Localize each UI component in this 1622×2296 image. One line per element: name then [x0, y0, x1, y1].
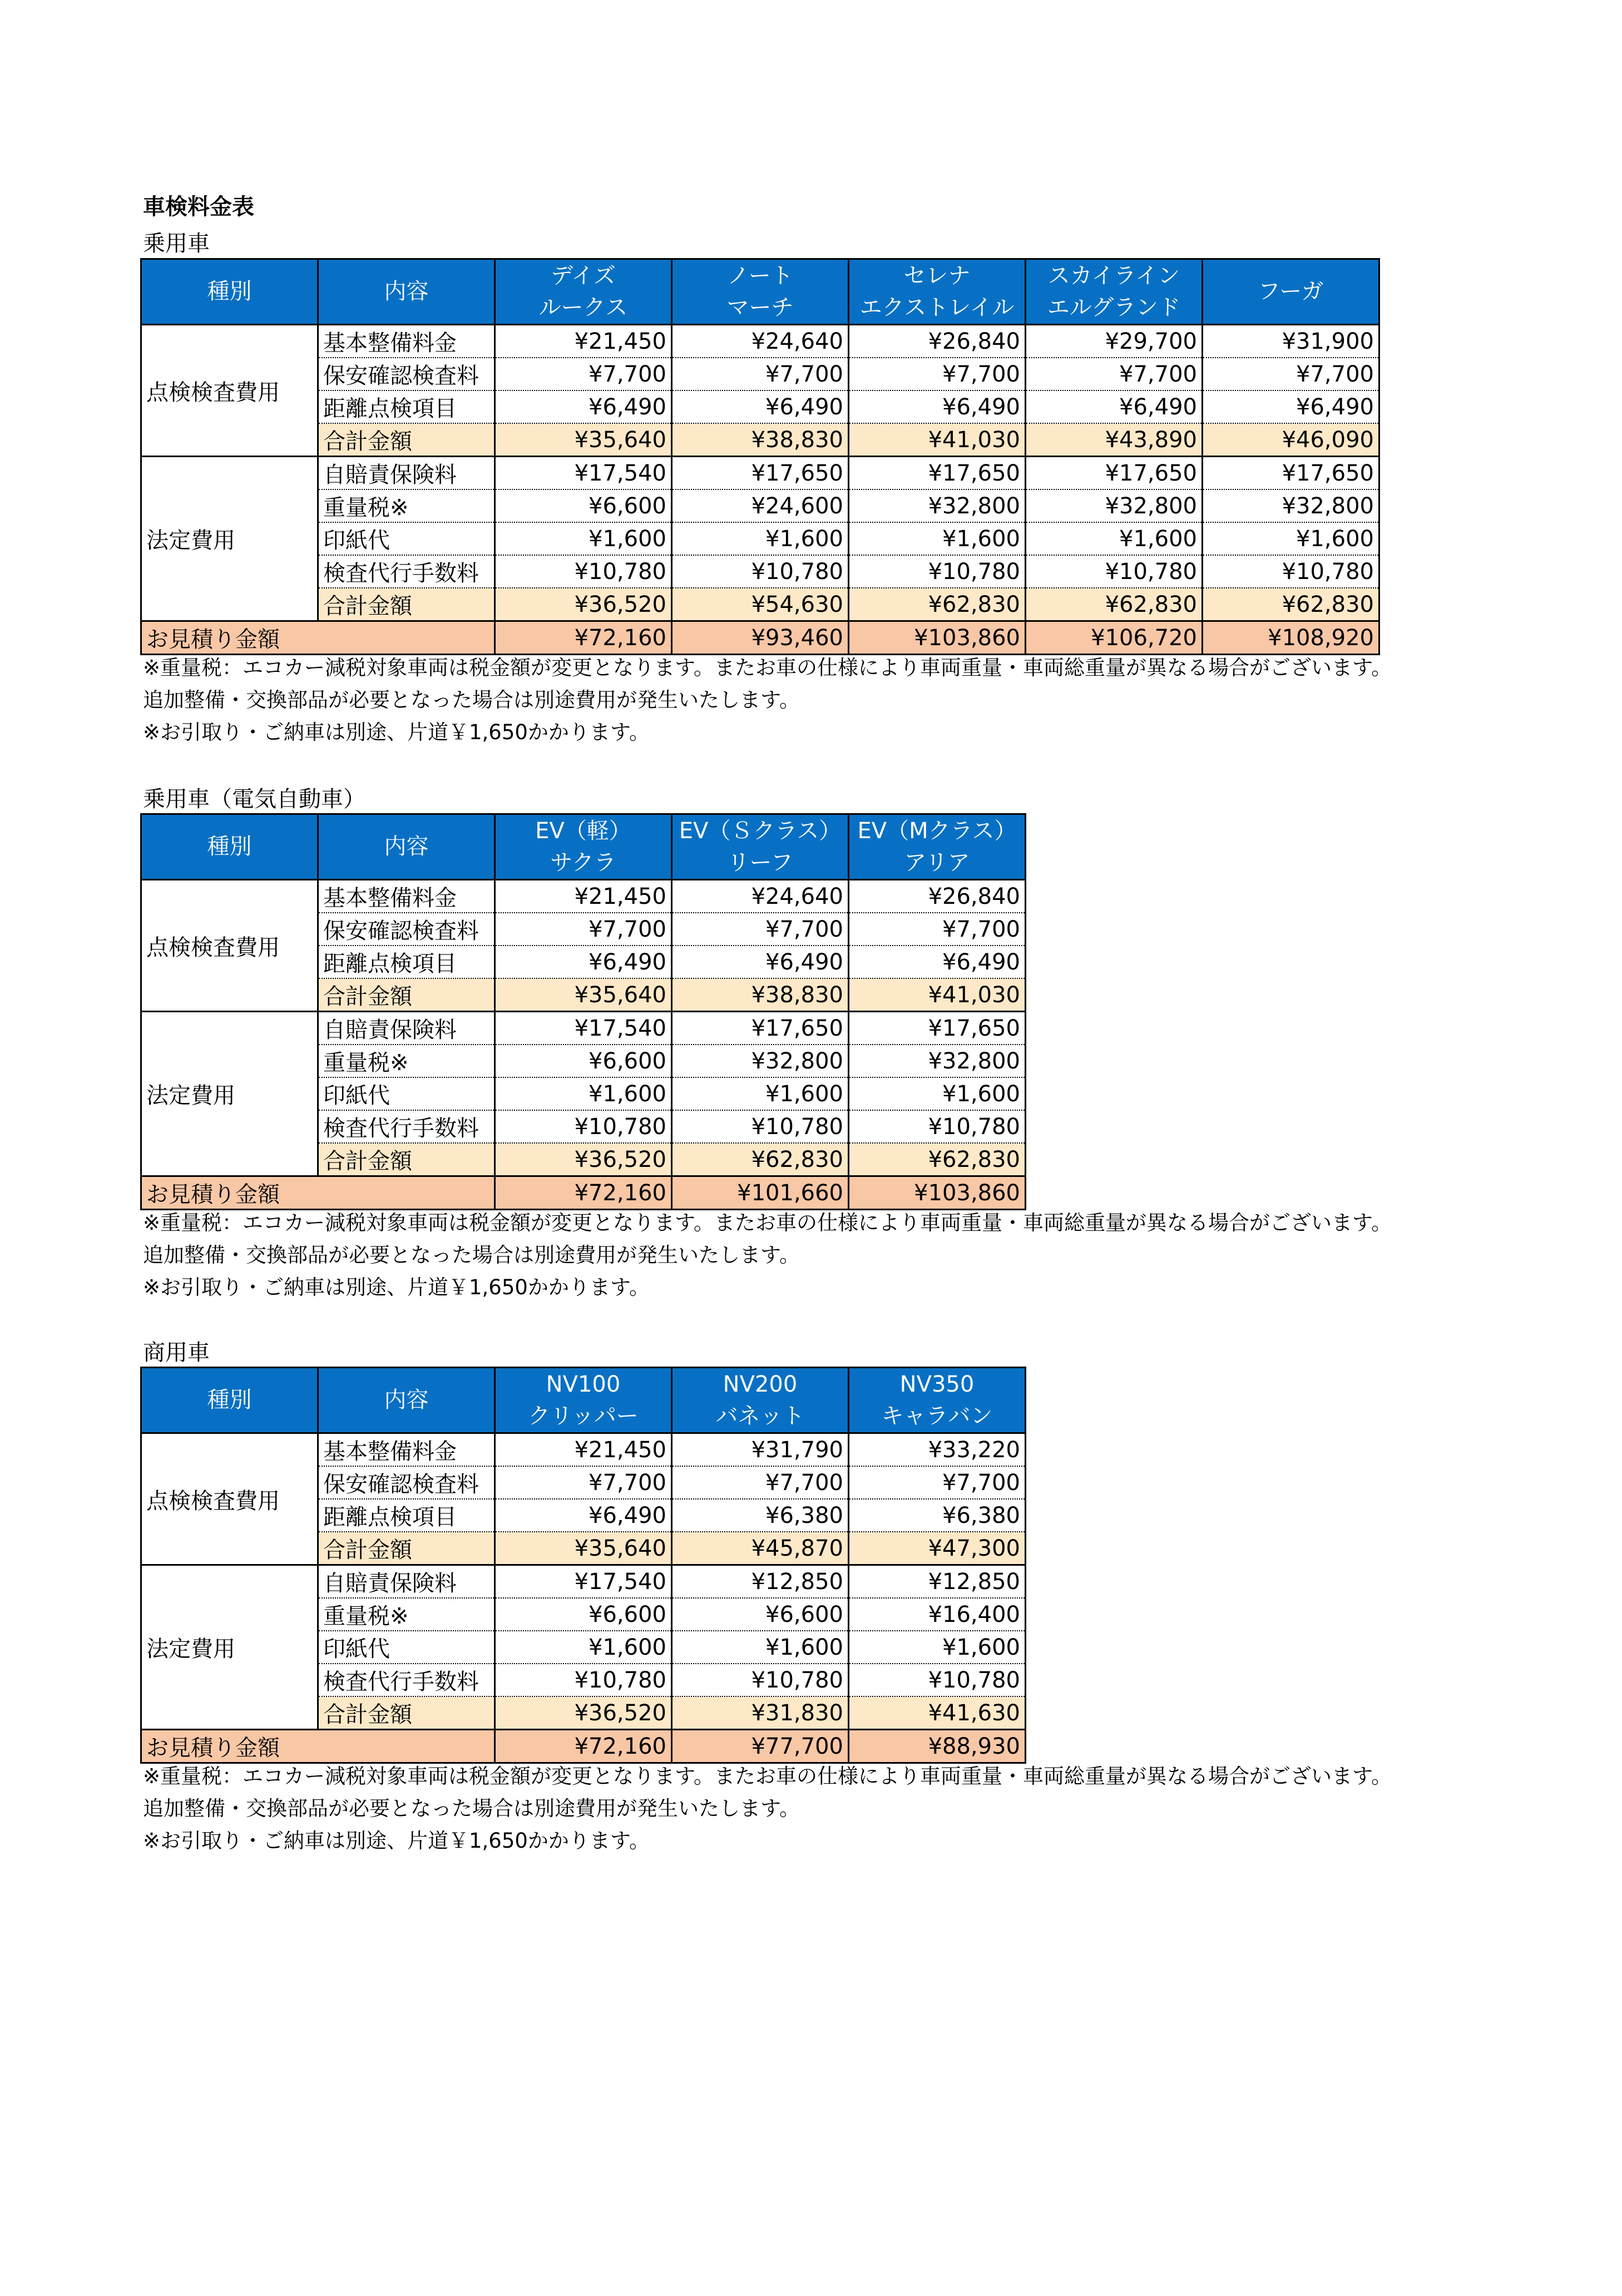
price-cell: ¥1,600: [849, 1077, 1026, 1110]
subtotal-cell: ¥43,890: [1026, 423, 1203, 457]
price-table: [140, 813, 1026, 1210]
price-cell: ¥17,650: [672, 457, 849, 490]
row-label: 印紙代: [318, 1631, 495, 1664]
price-cell: ¥7,700: [849, 358, 1026, 390]
category-legal: 法定費用: [141, 1012, 318, 1176]
price-cell: ¥10,780: [1203, 555, 1379, 588]
note-pickup: ※お引取り・ご納車は別途、片道￥1,650かかります。: [143, 720, 650, 744]
total-cell: ¥103,860: [849, 621, 1026, 655]
col-header-model: フーガ: [1203, 259, 1379, 325]
price-cell: ¥10,780: [495, 555, 672, 588]
price-cell: ¥21,450: [495, 880, 672, 913]
price-cell: ¥7,700: [1203, 358, 1379, 390]
col-header-model: EV（Mクラス） アリア: [849, 814, 1026, 880]
price-cell: ¥17,650: [1203, 457, 1379, 490]
col-header-type: 種別: [141, 1368, 318, 1433]
price-cell: ¥33,220: [849, 1433, 1026, 1467]
section-title: 商用車: [143, 1340, 210, 1365]
category-legal: 法定費用: [141, 1565, 318, 1730]
price-cell: ¥6,600: [495, 489, 672, 522]
category-inspection: 点検検査費用: [141, 880, 318, 1012]
col-header-type: 種別: [141, 259, 318, 325]
row-label: 保安確認検査料: [318, 1466, 495, 1499]
price-cell: ¥32,800: [849, 1045, 1026, 1077]
table-row: [141, 1565, 1026, 1599]
price-cell: ¥6,490: [495, 390, 672, 423]
section-title: 乗用車: [143, 231, 210, 256]
subtotal-cell: ¥62,830: [849, 588, 1026, 621]
row-label: 検査代行手数料: [318, 1664, 495, 1696]
col-header-type: 種別: [141, 814, 318, 880]
total-cell: ¥77,700: [672, 1730, 849, 1763]
col-header-model: セレナ エクストレイル: [849, 259, 1026, 325]
note-pickup: ※お引取り・ご納車は別途、片道￥1,650かかります。: [143, 1275, 650, 1299]
price-cell: ¥24,600: [672, 489, 849, 522]
total-cell: ¥101,660: [672, 1176, 849, 1210]
total-row: [141, 1730, 1026, 1763]
table-row: [141, 1433, 1026, 1467]
section-title: 乗用車（電気自動車）: [143, 786, 365, 812]
note-weight-tax: ※重量税：エコカー減税対象車両は税金額が変更となります。またお車の仕様により車両重量・車両総重量が異なる場合がございます。: [143, 1764, 1392, 1788]
col-header-content: 内容: [318, 259, 495, 325]
total-row: [141, 1176, 1026, 1210]
row-label: 印紙代: [318, 1077, 495, 1110]
col-header-model: NV200 バネット: [672, 1368, 849, 1433]
table-row: [141, 325, 1379, 358]
row-label: 重量税※: [318, 1598, 495, 1631]
table-row: [141, 489, 1379, 522]
table-row: [141, 457, 1379, 490]
table-header-row: [141, 1368, 1026, 1433]
row-label: 検査代行手数料: [318, 555, 495, 588]
subtotal-cell: ¥46,090: [1203, 423, 1379, 457]
note-pickup: ※お引取り・ご納車は別途、片道￥1,650かかります。: [143, 1829, 650, 1853]
price-cell: ¥7,700: [849, 1466, 1026, 1499]
price-cell: ¥6,380: [849, 1499, 1026, 1532]
price-cell: ¥1,600: [1203, 522, 1379, 555]
price-cell: ¥32,800: [1203, 489, 1379, 522]
subtotal-cell: ¥62,830: [672, 1143, 849, 1176]
price-cell: ¥16,400: [849, 1598, 1026, 1631]
price-cell: ¥1,600: [672, 1631, 849, 1664]
subtotal-cell: ¥41,630: [849, 1696, 1026, 1730]
price-cell: ¥17,540: [495, 1565, 672, 1599]
total-label: お見積り金額: [141, 1730, 495, 1763]
col-header-model: ノート マーチ: [672, 259, 849, 325]
price-cell: ¥6,490: [1026, 390, 1203, 423]
table-row: [141, 390, 1379, 423]
price-cell: ¥17,650: [849, 457, 1026, 490]
price-cell: ¥17,650: [849, 1012, 1026, 1045]
price-cell: ¥7,700: [495, 913, 672, 946]
price-cell: ¥6,490: [1203, 390, 1379, 423]
row-label: 検査代行手数料: [318, 1110, 495, 1143]
price-cell: ¥32,800: [1026, 489, 1203, 522]
table-header-row: [141, 814, 1026, 880]
note-additional: 追加整備・交換部品が必要となった場合は別途費用が発生いたします。: [143, 688, 800, 712]
price-cell: ¥24,640: [672, 325, 849, 358]
price-cell: ¥7,700: [849, 913, 1026, 946]
row-label: 保安確認検査料: [318, 913, 495, 946]
price-cell: ¥6,490: [495, 1499, 672, 1532]
category-legal: 法定費用: [141, 457, 318, 621]
price-cell: ¥1,600: [849, 1631, 1026, 1664]
price-cell: ¥31,790: [672, 1433, 849, 1467]
price-cell: ¥26,840: [849, 325, 1026, 358]
price-cell: ¥10,780: [849, 1110, 1026, 1143]
price-cell: ¥1,600: [495, 1077, 672, 1110]
table-row: [141, 358, 1379, 390]
page-title: 車検料金表: [143, 194, 254, 220]
price-cell: ¥7,700: [672, 1466, 849, 1499]
subtotal-row: [141, 588, 1379, 621]
price-cell: ¥12,850: [672, 1565, 849, 1599]
row-label: 基本整備料金: [318, 325, 495, 358]
row-label: 距離点検項目: [318, 946, 495, 978]
price-cell: ¥1,600: [495, 522, 672, 555]
price-cell: ¥6,600: [495, 1045, 672, 1077]
col-header-model: EV（軽） サクラ: [495, 814, 672, 880]
row-label: 自賠責保険料: [318, 1012, 495, 1045]
note-additional: 追加整備・交換部品が必要となった場合は別途費用が発生いたします。: [143, 1797, 800, 1820]
price-cell: ¥29,700: [1026, 325, 1203, 358]
col-header-model: NV350 キャラバン: [849, 1368, 1026, 1433]
price-cell: ¥17,650: [672, 1012, 849, 1045]
price-cell: ¥7,700: [495, 1466, 672, 1499]
category-inspection: 点検検査費用: [141, 325, 318, 457]
row-label: 合計金額: [318, 1696, 495, 1730]
table-row: [141, 555, 1379, 588]
col-header-content: 内容: [318, 814, 495, 880]
subtotal-cell: ¥41,030: [849, 978, 1026, 1012]
note-weight-tax: ※重量税：エコカー減税対象車両は税金額が変更となります。またお車の仕様により車両重量・車両総重量が異なる場合がございます。: [143, 1211, 1392, 1235]
table-row: [141, 1012, 1026, 1045]
price-cell: ¥1,600: [495, 1631, 672, 1664]
table-row: [141, 880, 1026, 913]
total-label: お見積り金額: [141, 1176, 495, 1210]
subtotal-cell: ¥38,830: [672, 978, 849, 1012]
price-cell: ¥6,490: [672, 946, 849, 978]
table-header-row: [141, 259, 1379, 325]
price-cell: ¥7,700: [672, 913, 849, 946]
subtotal-cell: ¥36,520: [495, 1143, 672, 1176]
row-label: 距離点検項目: [318, 1499, 495, 1532]
total-cell: ¥72,160: [495, 1176, 672, 1210]
note-additional: 追加整備・交換部品が必要となった場合は別途費用が発生いたします。: [143, 1243, 800, 1267]
row-label: 保安確認検査料: [318, 358, 495, 390]
price-cell: ¥32,800: [849, 489, 1026, 522]
col-header-model: デイズ ルークス: [495, 259, 672, 325]
subtotal-cell: ¥62,830: [849, 1143, 1026, 1176]
price-cell: ¥10,780: [1026, 555, 1203, 588]
price-cell: ¥6,490: [849, 390, 1026, 423]
subtotal-cell: ¥47,300: [849, 1532, 1026, 1565]
subtotal-cell: ¥35,640: [495, 978, 672, 1012]
price-cell: ¥26,840: [849, 880, 1026, 913]
row-label: 印紙代: [318, 522, 495, 555]
total-row: [141, 621, 1379, 655]
price-cell: ¥7,700: [495, 358, 672, 390]
subtotal-cell: ¥41,030: [849, 423, 1026, 457]
price-cell: ¥6,600: [495, 1598, 672, 1631]
row-label: 重量税※: [318, 489, 495, 522]
price-cell: ¥1,600: [849, 522, 1026, 555]
row-label: 自賠責保険料: [318, 457, 495, 490]
subtotal-cell: ¥31,830: [672, 1696, 849, 1730]
subtotal-row: [141, 423, 1379, 457]
price-cell: ¥6,490: [495, 946, 672, 978]
subtotal-cell: ¥38,830: [672, 423, 849, 457]
price-cell: ¥12,850: [849, 1565, 1026, 1599]
row-label: 合計金額: [318, 1532, 495, 1565]
category-inspection: 点検検査費用: [141, 1433, 318, 1565]
total-cell: ¥93,460: [672, 621, 849, 655]
price-cell: ¥24,640: [672, 880, 849, 913]
subtotal-cell: ¥36,520: [495, 1696, 672, 1730]
price-cell: ¥7,700: [1026, 358, 1203, 390]
price-cell: ¥10,780: [672, 1110, 849, 1143]
total-cell: ¥72,160: [495, 621, 672, 655]
subtotal-cell: ¥35,640: [495, 1532, 672, 1565]
row-label: 基本整備料金: [318, 1433, 495, 1467]
col-header-model: NV100 クリッパー: [495, 1368, 672, 1433]
total-cell: ¥103,860: [849, 1176, 1026, 1210]
col-header-content: 内容: [318, 1368, 495, 1433]
row-label: 合計金額: [318, 1143, 495, 1176]
price-cell: ¥21,450: [495, 325, 672, 358]
price-cell: ¥21,450: [495, 1433, 672, 1467]
subtotal-cell: ¥62,830: [1026, 588, 1203, 621]
col-header-model: EV（Ｓクラス） リーフ: [672, 814, 849, 880]
price-cell: ¥7,700: [672, 358, 849, 390]
price-cell: ¥10,780: [849, 1664, 1026, 1696]
price-cell: ¥10,780: [495, 1110, 672, 1143]
total-cell: ¥108,920: [1203, 621, 1379, 655]
price-cell: ¥1,600: [672, 1077, 849, 1110]
total-label: お見積り金額: [141, 621, 495, 655]
col-header-model: スカイライン エルグランド: [1026, 259, 1203, 325]
price-cell: ¥6,380: [672, 1499, 849, 1532]
row-label: 合計金額: [318, 423, 495, 457]
row-label: 重量税※: [318, 1045, 495, 1077]
price-table: [140, 1367, 1026, 1764]
price-cell: ¥10,780: [495, 1664, 672, 1696]
subtotal-cell: ¥36,520: [495, 588, 672, 621]
price-cell: ¥17,540: [495, 1012, 672, 1045]
price-cell: ¥10,780: [849, 555, 1026, 588]
price-table: [140, 258, 1380, 655]
price-cell: ¥17,650: [1026, 457, 1203, 490]
row-label: 合計金額: [318, 978, 495, 1012]
price-cell: ¥10,780: [672, 1664, 849, 1696]
price-cell: ¥31,900: [1203, 325, 1379, 358]
price-cell: ¥1,600: [1026, 522, 1203, 555]
price-cell: ¥1,600: [672, 522, 849, 555]
row-label: 距離点検項目: [318, 390, 495, 423]
price-cell: ¥6,490: [672, 390, 849, 423]
subtotal-cell: ¥45,870: [672, 1532, 849, 1565]
table-row: [141, 522, 1379, 555]
total-cell: ¥88,930: [849, 1730, 1026, 1763]
subtotal-cell: ¥54,630: [672, 588, 849, 621]
subtotal-cell: ¥35,640: [495, 423, 672, 457]
total-cell: ¥72,160: [495, 1730, 672, 1763]
price-cell: ¥10,780: [672, 555, 849, 588]
subtotal-cell: ¥62,830: [1203, 588, 1379, 621]
price-cell: ¥32,800: [672, 1045, 849, 1077]
price-cell: ¥6,600: [672, 1598, 849, 1631]
price-cell: ¥17,540: [495, 457, 672, 490]
row-label: 合計金額: [318, 588, 495, 621]
price-cell: ¥6,490: [849, 946, 1026, 978]
note-weight-tax: ※重量税：エコカー減税対象車両は税金額が変更となります。またお車の仕様により車両重量・車両総重量が異なる場合がございます。: [143, 656, 1392, 680]
row-label: 自賠責保険料: [318, 1565, 495, 1599]
total-cell: ¥106,720: [1026, 621, 1203, 655]
row-label: 基本整備料金: [318, 880, 495, 913]
